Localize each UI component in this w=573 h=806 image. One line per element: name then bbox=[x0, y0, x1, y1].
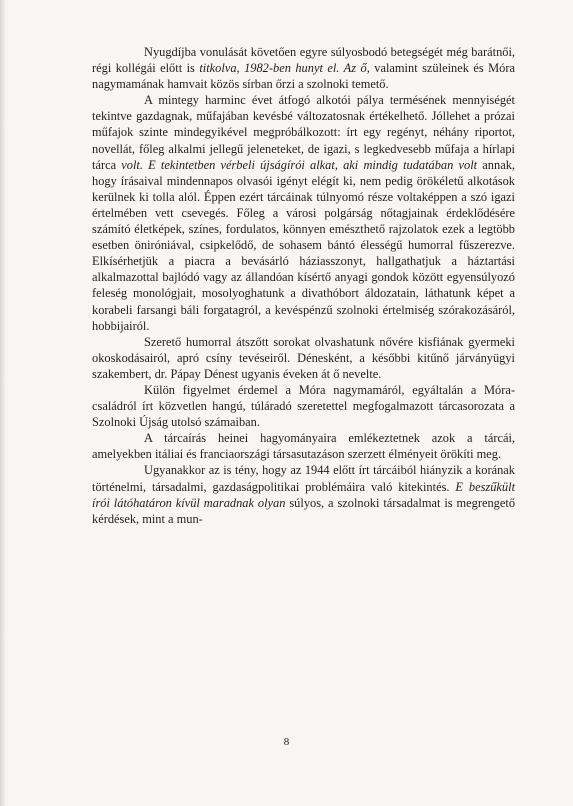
p1-run-1: Nyugdíjba vonulását követően egyre súlyosbodó betegségét még barátnői, régi kollégái előtt is bbox=[92, 45, 515, 76]
p1-run-2-italic: titkolva, 1982-ben hunyt el. Az ő, bbox=[199, 61, 370, 76]
paragraph-2 bbox=[92, 92, 515, 333]
p6-run-2-italic: E beszűkült írói látóhatáron kívül maradnak olyan bbox=[92, 479, 516, 510]
paragraph-6 bbox=[92, 462, 515, 526]
scan-edge-shadow bbox=[0, 0, 6, 806]
p2-run-2-italic: volt. E tekintetben vérbeli újságírói alkat, aki mindig tudatában volt bbox=[121, 157, 478, 172]
paragraph-1 bbox=[92, 44, 515, 92]
paragraph-4 bbox=[92, 382, 515, 430]
p4-run-1: Külön figyelmet érdemel a Móra nagymamáról, egyáltalán a Móra-családról írt közvetlen hangú, túláradó szeretettel megfogalmazott tárcasorozata a Szolnoki Újság utolsó számaiban. bbox=[92, 382, 515, 430]
paragraph-3 bbox=[92, 334, 515, 382]
p5-run-1: A tárcaírás heinei hagyományaira emlékeztetnek azok a tárcái, amelyekben itáliai és franciaországi társasutazáson szerzett élményeit örökíti meg. bbox=[92, 431, 515, 462]
p6-run-3: súlyos, a szolnoki társadalmat is megrengető kérdések, mint a mun- bbox=[92, 495, 516, 526]
p6-run-1: Ugyanakkor az is tény, hogy az 1944 előtt írt tárcáiból hiányzik a korának történelmi, társadalmi, gazdaságpolitikai problémáira való kitekintés. bbox=[92, 463, 515, 494]
p1-run-3: valamint szüleinek és Móra nagymamának hamvait közös sírban őrzi a szolnoki temető. bbox=[92, 61, 516, 92]
paragraph-5 bbox=[92, 430, 515, 462]
p2-run-1: A mintegy harminc évet átfogó alkotói pálya termésének mennyiségét tekintve gazdagnak, műfajában kevésbé változatosnak értékelhető. Jóllehet a prózai műfajok szinte mindegyikével megpróbálkozott: írt egy regényt, néhány riportot, novellát, főleg alkalmi jellegű jeleneteket, de igazi, s legkedvesebb műfaja a hírlapi tárca bbox=[92, 93, 515, 172]
p3-run-1: Szerető humorral átszőtt sorokat olvashatunk nővére kisfiának gyermeki okoskodásairól, apró csíny tevéseiről. Dénesként, a későbbi kitűnő járványügyi szakembert, dr. Pápay Dénest ugyanis éveken át ő nevelte. bbox=[92, 334, 515, 381]
p2-run-3: annak, hogy írásaival mindennapos olvasói igényt elégít ki, nem pedig örökéletű alkotások kerülnek ki tolla alól. Éppen ezért tárcáinak túlnyomó része voltaképpen a szó igazi értelmében vett csevegés. Főleg a városi polgárság nőtagjainak érdeklődésére számító életképek, színes, fordulatos, könnyen emészthető rajzolatok ezek a legtöbb esetben öniróniával, csipkelődő, de sohasem bántó élességű humorral fűszerezve. Elkísérhetjük a piacra a bevásárló háziasszonyt, hallgathatjuk a háztartási alkalmazottal bajlódó vagy az állandóan kísértő anyagi gondok között egyensúlyozó feleség monológjait, mosolyoghatunk a divathóbort áldozatain, láthatunk képet a korabeli farsangi báli forgatagról, a kevéspénzű szolnoki értelmiség szórakozásáról, hobbijairól. bbox=[92, 157, 515, 333]
page-number: 8 bbox=[283, 736, 290, 748]
